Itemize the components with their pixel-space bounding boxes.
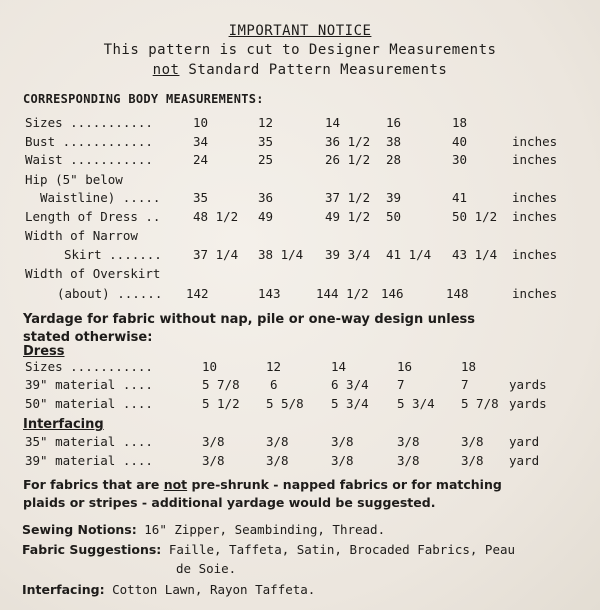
interfacing-notions	[22, 582, 315, 597]
sewing-notions	[22, 522, 385, 537]
interfacing-notions-value: Cotton Lawn, Rayon Taffeta.	[112, 582, 316, 597]
interfacing-heading	[23, 417, 104, 432]
waist-value: 24	[193, 152, 209, 167]
overskirt-value: 146	[381, 286, 404, 301]
interfacing-39-unit: yard	[509, 453, 540, 468]
waist-label: Waist ...........	[25, 152, 153, 167]
notice-line-2	[0, 62, 600, 78]
waist-value: 30	[452, 152, 468, 167]
length-label: Length of Dress ..	[25, 209, 161, 224]
bust-label: Bust ............	[25, 134, 153, 149]
interfacing-notions-label: Interfacing:	[22, 582, 105, 597]
interfacing-39-value: 3/8	[266, 453, 289, 468]
waist-unit: inches	[512, 152, 558, 167]
yardage-size: 16	[397, 359, 413, 374]
hip-value: 36	[258, 190, 274, 205]
size-value: 16	[386, 115, 402, 130]
interfacing-39-value: 3/8	[331, 453, 354, 468]
interfacing-39-label: 39" material ....	[25, 453, 153, 468]
dress-39-value: 5 7/8	[202, 377, 240, 392]
interfacing-39-value: 3/8	[202, 453, 225, 468]
interfacing-heading-text: Interfacing	[23, 417, 104, 432]
narrow-skirt-value: 37 1/4	[193, 247, 239, 262]
narrow-skirt-label-line-1: Width of Narrow	[25, 228, 138, 243]
bust-value: 40	[452, 134, 468, 149]
waist-value: 26 1/2	[325, 152, 371, 167]
narrow-skirt-value: 41 1/4	[386, 247, 432, 262]
interfacing-39-value: 3/8	[461, 453, 484, 468]
length-value: 48 1/2	[193, 209, 239, 224]
sizes-label: Sizes ...........	[25, 115, 153, 130]
notice-line-2-rest: Standard Pattern Measurements	[188, 62, 448, 78]
dress-heading-text: Dress	[23, 344, 65, 359]
interfacing-35-value: 3/8	[397, 434, 420, 449]
yardage-sizes-label: Sizes ...........	[25, 359, 153, 374]
interfacing-35-value: 3/8	[202, 434, 225, 449]
yardage-size: 12	[266, 359, 282, 374]
dress-39-value: 6 3/4	[331, 377, 369, 392]
bust-value: 36 1/2	[325, 134, 371, 149]
yardage-size: 14	[331, 359, 347, 374]
dress-39-value: 6	[270, 377, 278, 392]
hip-value: 37 1/2	[325, 190, 371, 205]
notice-line-1: This pattern is cut to Designer Measurements	[103, 42, 497, 58]
interfacing-35-value: 3/8	[266, 434, 289, 449]
fabric-suggestions	[22, 542, 515, 557]
overskirt-value: 142	[186, 286, 209, 301]
dress-50-value: 5 5/8	[266, 396, 304, 411]
size-value: 18	[452, 115, 468, 130]
length-value: 49 1/2	[325, 209, 371, 224]
overskirt-value: 144 1/2	[316, 286, 369, 301]
waist-value: 28	[386, 152, 402, 167]
dress-50-label: 50" material ....	[25, 396, 153, 411]
yardage-size: 18	[461, 359, 477, 374]
dress-39-unit: yards	[509, 377, 547, 392]
overskirt-value: 143	[258, 286, 281, 301]
waist-value: 25	[258, 152, 274, 167]
narrow-skirt-label-line-2: Skirt .......	[64, 247, 162, 262]
hip-label-line-2: Waistline) .....	[40, 190, 161, 205]
dress-50-value: 5 3/4	[331, 396, 369, 411]
narrow-skirt-unit: inches	[512, 247, 558, 262]
fabric-suggestions-label: Fabric Suggestions:	[22, 542, 162, 557]
bust-value: 38	[386, 134, 402, 149]
preshrunk-note-line-1	[23, 477, 502, 492]
yardage-intro-line-2: stated otherwise:	[23, 330, 153, 345]
overskirt-label-line-2: (about) ......	[57, 286, 163, 301]
bust-value: 35	[258, 134, 274, 149]
interfacing-35-value: 3/8	[461, 434, 484, 449]
notice-title-text: IMPORTANT NOTICE	[228, 23, 372, 39]
sewing-notions-value: 16" Zipper, Seambinding, Thread.	[144, 522, 386, 537]
length-unit: inches	[512, 209, 558, 224]
overskirt-unit: inches	[512, 286, 558, 301]
interfacing-35-value: 3/8	[331, 434, 354, 449]
dress-50-value: 5 7/8	[461, 396, 499, 411]
bust-unit: inches	[512, 134, 558, 149]
hip-value: 39	[386, 190, 402, 205]
preshrunk-note-line-2: plaids or stripes - additional yardage would be suggested.	[23, 495, 436, 510]
length-value: 50 1/2	[452, 209, 498, 224]
preshrunk-note-part-1: For fabrics that are	[23, 477, 160, 492]
dress-39-value: 7	[461, 377, 469, 392]
dress-heading	[23, 344, 65, 359]
notice-title	[0, 23, 600, 39]
preshrunk-note-not: not	[163, 477, 188, 492]
size-value: 12	[258, 115, 274, 130]
dress-39-value: 7	[397, 377, 405, 392]
dress-50-value: 5 1/2	[202, 396, 240, 411]
bust-value: 34	[193, 134, 209, 149]
hip-unit: inches	[512, 190, 558, 205]
narrow-skirt-value: 39 3/4	[325, 247, 371, 262]
sewing-notions-label: Sewing Notions:	[22, 522, 137, 537]
body-measurements-heading: CORRESPONDING BODY MEASUREMENTS:	[23, 92, 264, 106]
dress-50-value: 5 3/4	[397, 396, 435, 411]
narrow-skirt-value: 43 1/4	[452, 247, 498, 262]
yardage-size: 10	[202, 359, 218, 374]
notice-not: not	[152, 62, 180, 78]
overskirt-label-line-1: Width of Overskirt	[25, 266, 161, 281]
overskirt-value: 148	[446, 286, 469, 301]
narrow-skirt-value: 38 1/4	[258, 247, 304, 262]
fabric-suggestions-value: Faille, Taffeta, Satin, Brocaded Fabrics, Peau	[168, 542, 516, 557]
hip-value: 35	[193, 190, 209, 205]
fabric-suggestions-line-2: de Soie.	[176, 561, 237, 576]
size-value: 14	[325, 115, 341, 130]
hip-label-line-1: Hip (5" below	[25, 172, 123, 187]
preshrunk-note-part-2: pre-shrunk - napped fabrics or for matching	[191, 477, 502, 492]
yardage-intro-line-1: Yardage for fabric without nap, pile or one-way design unless	[23, 312, 476, 327]
interfacing-35-unit: yard	[509, 434, 540, 449]
length-value: 49	[258, 209, 274, 224]
length-value: 50	[386, 209, 402, 224]
hip-value: 41	[452, 190, 468, 205]
size-value: 10	[193, 115, 209, 130]
interfacing-35-label: 35" material ....	[25, 434, 153, 449]
interfacing-39-value: 3/8	[397, 453, 420, 468]
dress-50-unit: yards	[509, 396, 547, 411]
dress-39-label: 39" material ....	[25, 377, 153, 392]
